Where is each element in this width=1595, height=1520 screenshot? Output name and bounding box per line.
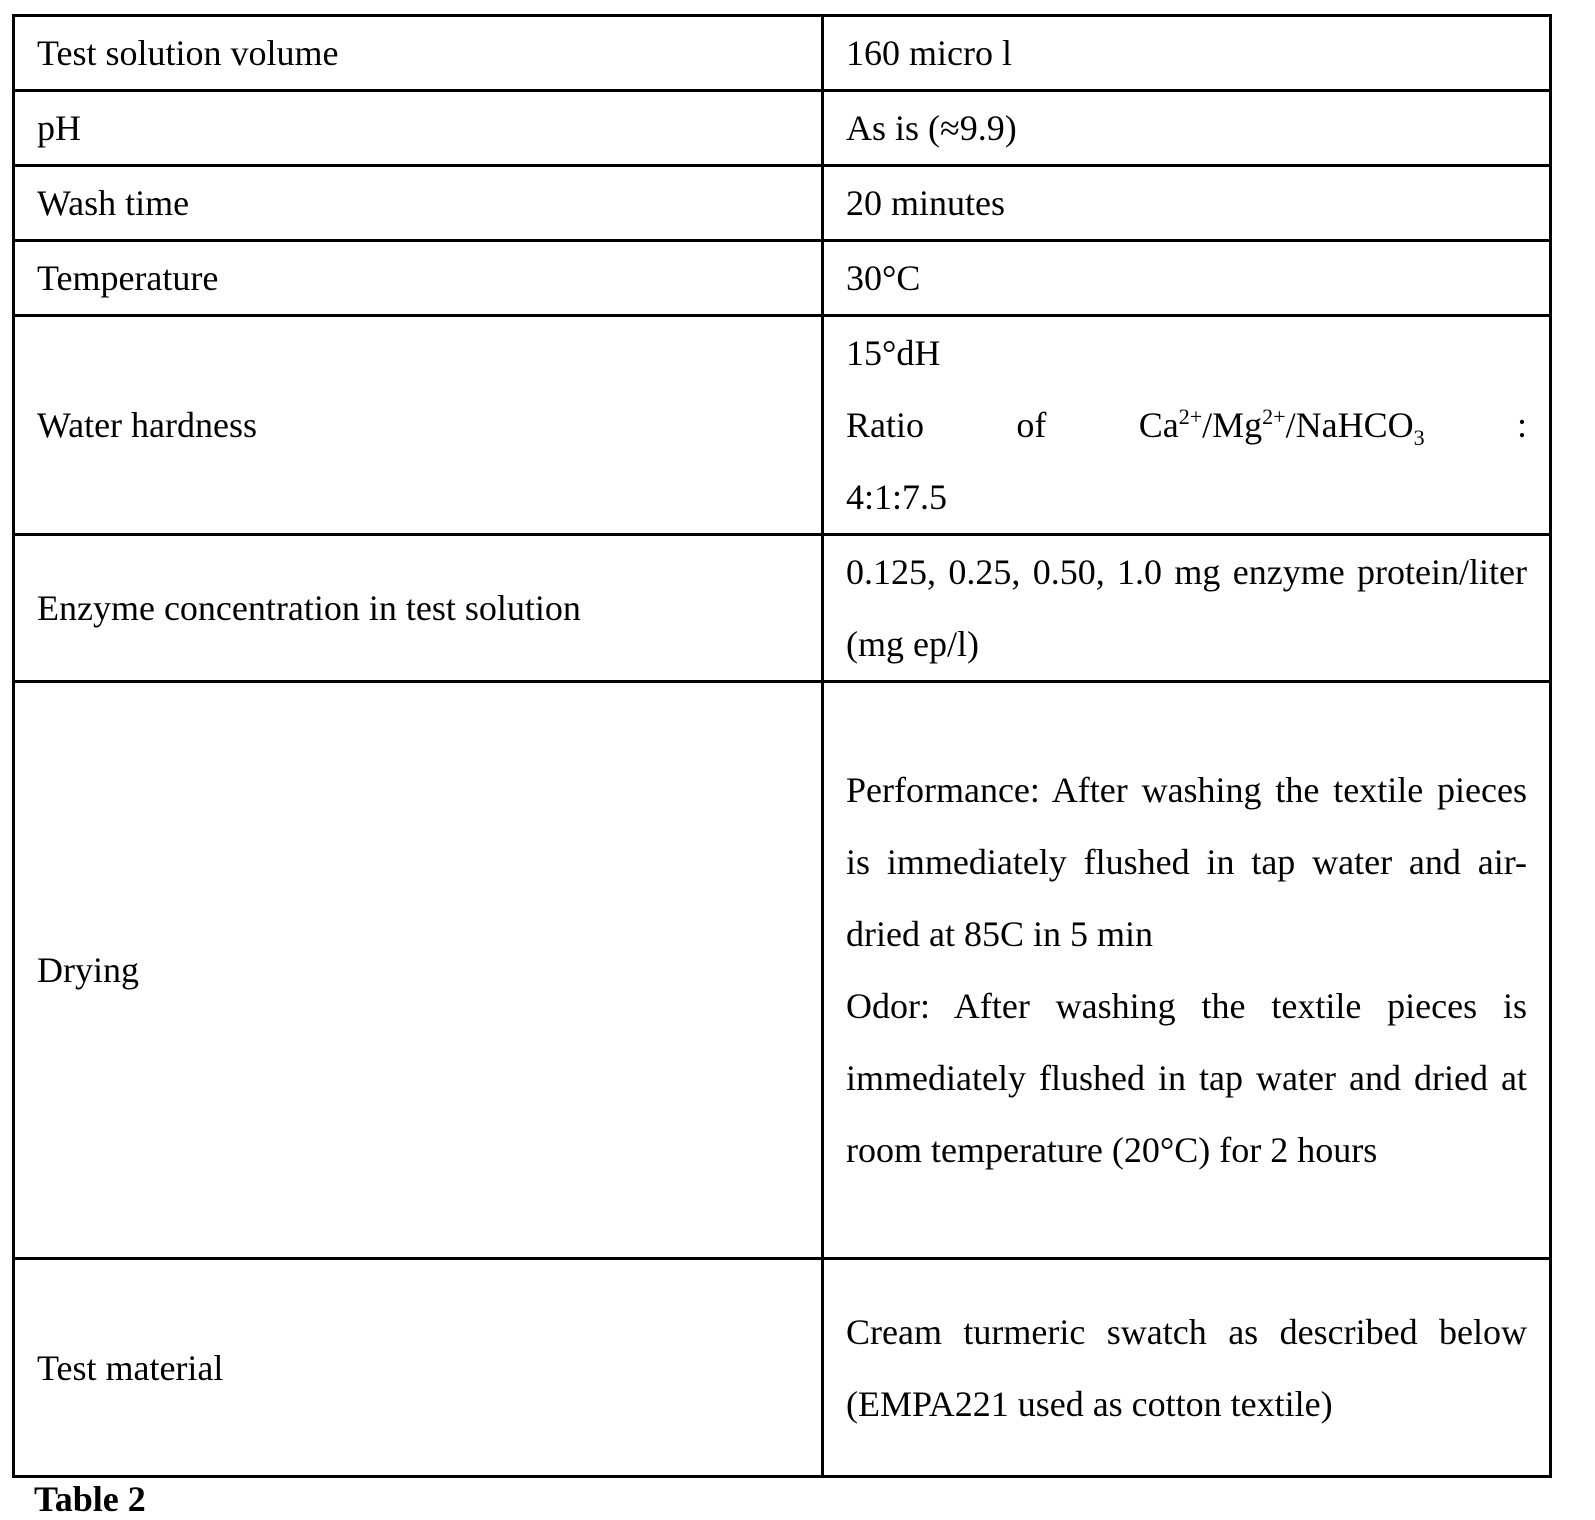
table-row: [14, 316, 1551, 535]
ratio-line: [846, 389, 1527, 461]
row-value: 20 minutes: [823, 166, 1551, 241]
row-label: Water hardness: [14, 316, 823, 535]
row-value: 0.125, 0.25, 0.50, 1.0 mg enzyme protein/liter (mg ep/l): [823, 535, 1551, 682]
mg-text: /Mg: [1202, 405, 1262, 445]
nahco-text: /NaHCO: [1286, 405, 1414, 445]
performance-text: Performance: After washing the textile pieces is immediately flushed in tap water and air-dried at 85C in 5 min: [846, 754, 1527, 970]
nahco-subscript: 3: [1414, 425, 1425, 450]
row-label: Test material: [14, 1259, 823, 1477]
row-label: Wash time: [14, 166, 823, 241]
row-value: As is (≈9.9): [823, 91, 1551, 166]
row-label: Drying: [14, 682, 823, 1259]
row-label: pH: [14, 91, 823, 166]
row-label: Enzyme concentration in test solution: [14, 535, 823, 682]
test-conditions-table: [12, 14, 1552, 1478]
mg-charge: 2+: [1262, 404, 1285, 429]
table-row: [14, 241, 1551, 316]
table-caption: Table 2: [34, 1478, 146, 1520]
row-label: Temperature: [14, 241, 823, 316]
odor-text: Odor: After washing the textile pieces is immediately flushed in tap water and dried at room temperature (20°C) for 2 hours: [846, 970, 1527, 1186]
hardness-value: 15°dH: [846, 317, 1527, 389]
row-label: Test solution volume: [14, 16, 823, 91]
table-row: [14, 1259, 1551, 1477]
row-value: [823, 316, 1551, 535]
row-value: 30°C: [823, 241, 1551, 316]
ratio-colon: :: [1425, 405, 1527, 445]
table-row: [14, 535, 1551, 682]
ca-charge: 2+: [1179, 404, 1202, 429]
table-row: [14, 682, 1551, 1259]
row-value: [823, 682, 1551, 1259]
row-value: Cream turmeric swatch as described below (EMPA221 used as cotton textile): [823, 1259, 1551, 1477]
ratio-prefix: Ratio of Ca: [846, 405, 1179, 445]
table-row: [14, 166, 1551, 241]
row-value: 160 micro l: [823, 16, 1551, 91]
table-row: [14, 16, 1551, 91]
ratio-value: 4:1:7.5: [846, 461, 1527, 533]
table-row: [14, 91, 1551, 166]
